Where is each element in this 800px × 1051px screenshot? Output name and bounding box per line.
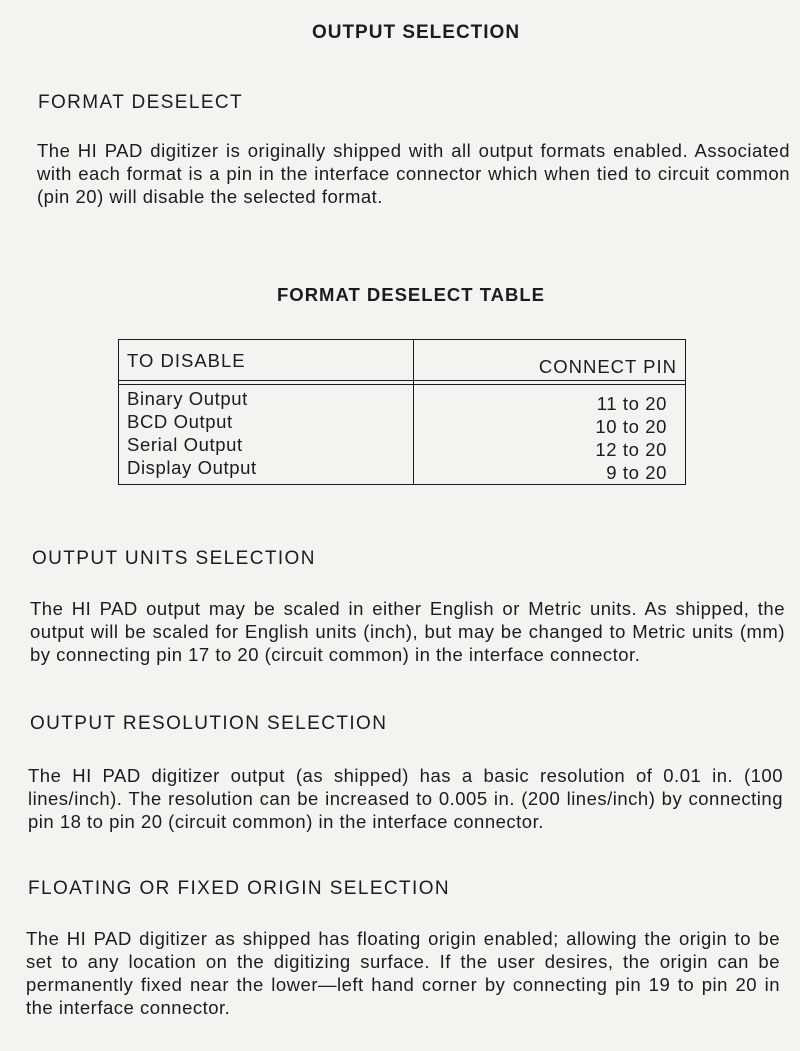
table-header-to-disable: TO DISABLE — [127, 350, 246, 371]
output-units-heading: OUTPUT UNITS SELECTION — [32, 548, 316, 569]
table-header-connect-pin: CONNECT PIN — [538, 356, 677, 377]
origin-heading: FLOATING OR FIXED ORIGIN SELECTION — [28, 878, 451, 899]
table-cell-pin: 12 to 20 — [595, 439, 667, 460]
table-column-divider — [413, 340, 414, 484]
format-deselect-table — [118, 339, 686, 485]
table-cell-disable: Binary Output — [127, 388, 248, 409]
table-column-to-disable — [127, 387, 257, 479]
table-cell-pin: 9 to 20 — [606, 462, 667, 483]
table-cell-disable: Display Output — [127, 457, 257, 478]
table-cell-disable: BCD Output — [127, 411, 233, 432]
table-title: FORMAT DESELECT TABLE — [277, 284, 545, 305]
table-cell-pin: 11 to 20 — [596, 393, 667, 414]
table-cell-pin: 10 to 20 — [595, 416, 667, 437]
table-header-rule-double — [119, 384, 685, 385]
format-deselect-heading: FORMAT DESELECT — [38, 92, 244, 113]
table-header-rule — [119, 380, 685, 381]
page-title: OUTPUT SELECTION — [311, 22, 521, 43]
output-units-paragraph: The HI PAD output may be scaled in either English or Metric units. As shipped, the output will be scaled for English units (inch), but may be changed to Metric units (mm) by connecting pin 17 to 20 (circuit common) in the interface connector. — [30, 598, 785, 665]
output-resolution-paragraph: The HI PAD digitizer output (as shipped) has a basic resolution of 0.01 in. (100 lines/inch). The resolution can be increased to 0.005 in. (200 lines/inch) by connecting pin 18 to pin 20 (circuit common) in the interface connector. — [28, 765, 783, 832]
format-deselect-paragraph: The HI PAD digitizer is originally shipped with all output formats enabled. Associated with each format is a pin in the interface connector which when tied to circuit common (pin 20) will disable the selected format. — [37, 140, 790, 207]
output-resolution-heading: OUTPUT RESOLUTION SELECTION — [30, 713, 388, 734]
table-column-connect-pin — [595, 392, 667, 484]
table-cell-disable: Serial Output — [127, 434, 243, 455]
origin-paragraph: The HI PAD digitizer as shipped has floating origin enabled; allowing the origin to be set to any location on the digitizing surface. If the user desires, the origin can be permanently fixed near the lower—left hand corner by connecting pin 19 to pin 20 in the interface connector. — [26, 928, 780, 1018]
